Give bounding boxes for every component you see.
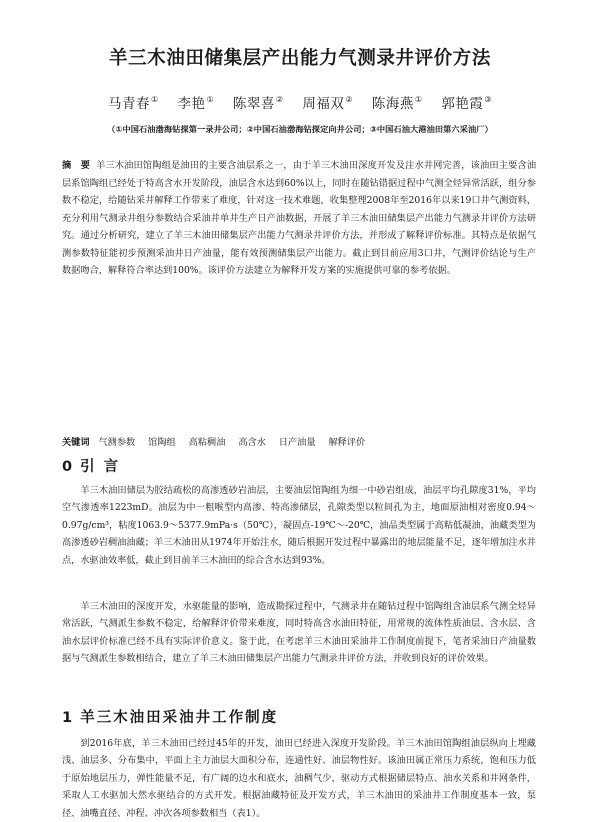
abstract-label: 摘 要: [62, 160, 91, 171]
affiliations: （①中国石油渤海钻探第一录井公司；②中国石油渤海钻探定向井公司；③中国石油大港油田第六采油厂）: [107, 124, 493, 134]
keyword: 气测参数: [98, 437, 136, 448]
keywords: [62, 436, 536, 450]
author: [177, 92, 214, 112]
author: [108, 92, 159, 112]
affiliation-mark: ②: [275, 95, 284, 104]
section-number: 0: [62, 459, 75, 475]
author-list: [0, 92, 600, 112]
author-name: 周福双: [302, 96, 345, 112]
body-paragraph: 羊三木油田的深度开发，水驱能量的影响，造成勘探过程中，气测录井在随钻过程中馆陶组含油层系气测全烃异常活跃，气测派生参数不稳定，给解释评价带来难度，同时特高含水油田特征，用常规的流体性质油层、含水层、含油水层评价标准已经不具有实际评价意义。鉴于此，在考虑羊三木油田采油井工作制度前提下，笔者采油日产油量数据与气测派生参数相结合，建立了羊三木油田储集层产出能力气测录井评价方法，并收到良好的评价效果。: [62, 601, 536, 665]
body-paragraph: 羊三木油田储层为胶结疏松的高渗透砂岩油层，主要油层馆陶组为细一中砂岩组成，油层平均孔隙度31%，平均空气渗透率1223mD。油层为中一粗喉型内高渗、特高渗储层，孔隙类型以粒间孔为主，地面原油相对密度0.94～0.97g/cm³，粘度1063.9～5377.9mPa·s（50℃），凝固点-19℃～-20℃，油品类型属于高粘低凝油，油藏类型为高渗透砂岩稠油油藏；羊三木油田从1974年开始注水，随后根据开发过程中暴露出的地层能量不足，逐年增加注水井点，水驱油效率低，截止到目前羊三木油田的综合含水达到93%。: [62, 485, 536, 566]
keyword: 高含水: [238, 437, 266, 448]
body-paragraph: 到2016年底，羊三木油田已经过45年的开发，油田已经进入深度开发阶段。羊三木油田馆陶组油层纵向上埋藏浅、油层多、分布集中，平面上主力油层大面积分布，连通性好、油层物性好。该油田属正常压力系统，饱和压力低于原始地层压力，弹性能量不足，有广阔的边水和底水，油稠气少，驱动方式根据储层特点、油水关系和井网条件，采取人工水驱加大然水驱结合的方式开发。根据油藏特征及开发方式，羊三木油田的采油井工作制度基本一致，泵径、油嘴直径、冲程、冲次各项参数相当（表1）。: [62, 738, 536, 819]
affiliation-mark: ③: [484, 95, 492, 104]
author: [302, 92, 353, 112]
keyword: 高粘稠油: [188, 437, 226, 448]
affiliation-mark: ①: [150, 95, 159, 104]
paper-title: 羊三木油田储集层产出能力气测录井评价方法: [108, 48, 491, 69]
keyword: 馆陶组: [148, 437, 176, 448]
author-name: 李艳: [177, 96, 206, 112]
section-heading-1: [62, 706, 278, 727]
keyword: 日产油量: [278, 437, 316, 448]
abstract: [62, 157, 536, 280]
section-title: 羊三木油田采油井工作制度: [80, 710, 279, 726]
author: [372, 92, 423, 112]
section-heading-introduction: [62, 455, 120, 476]
affiliation-mark: ①: [206, 95, 215, 104]
keywords-label: 关键词: [62, 437, 90, 448]
author-name: 马青春: [107, 96, 150, 112]
author-name: 陈翠喜: [232, 96, 275, 112]
affiliation-mark: ①: [414, 95, 423, 104]
section-number: 1: [62, 710, 75, 726]
author: [441, 92, 492, 112]
affiliation-mark: ②: [345, 95, 354, 104]
author: [233, 92, 284, 112]
keyword: 解释评价: [328, 437, 366, 448]
author-name: 郭艳霞: [441, 96, 484, 112]
author-name: 陈海燕: [371, 96, 414, 112]
abstract-text: 羊三木油田馆陶组是油田的主要含油层系之一，由于羊三木油田深度开发及注水井网完善，该油田主要含油层系馆陶组已经处于特高含水开发阶段，油层含水达到60%以上，同时在随钻错据过程中气测全烃异常活跃，组分参数不稳定，给随钻采井解释工作带来了难度，针对这一技术难题，收集整理2008年至2016年以来19口井气测资料，充分利用气测录井组分参数结合采油井单井生产日产油数据，开展了羊三木油田储集层产出能力气测录井评价方法研究。通过分析研究，建立了羊三木油田储集层产出能力气测录井评价方法，并形成了解释评价标准。其特点是依据气测参数特征能初步预测采油井日产油量，能有效预测储集层产出能力。截止到目前应用3口井，气测评价结论与生产数据吻合，解释符合率达到100%。该评价方法建立为解释开发方案的实施提供可靠的参考依据。: [62, 160, 537, 276]
section-title: 引 言: [80, 459, 121, 475]
